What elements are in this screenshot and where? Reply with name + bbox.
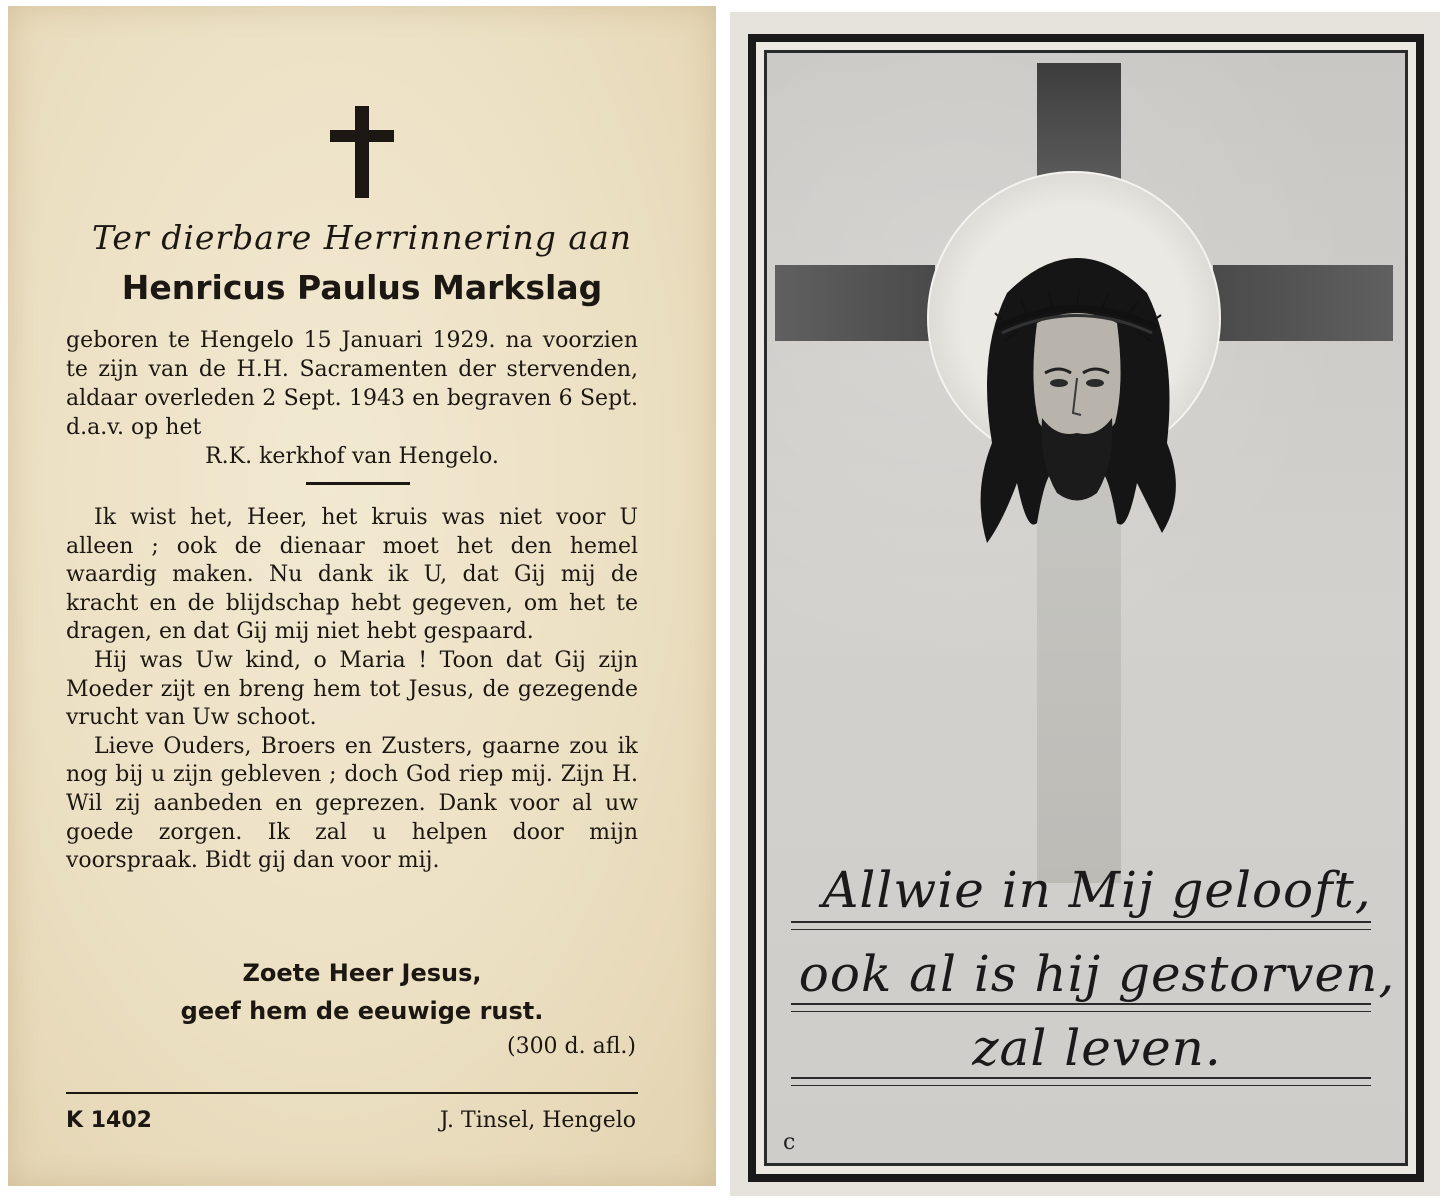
closing-prayer [8, 954, 716, 1030]
scroll-underline [791, 1003, 1371, 1012]
printer-credit: J. Tinsel, Hengelo [439, 1108, 636, 1133]
deceased-name: Henricus Paulus Markslag [121, 268, 603, 307]
prayer-paragraph: Lieve Ouders, Broers en Zusters, gaarne zou ik nog bij u zijn gebleven ; doch God riep mij. Zijn H. Wil zij aanbeden en geprezen. Dank voor al uw goede zorgen. Ik zal u helpen door mijn voorspraak. Bidt gij dan voor mij. [66, 733, 638, 874]
verse-line-1: Allwie in Mij gelooft, [822, 861, 1372, 919]
closing-line-2: geef hem de eeuwige rust. [180, 997, 544, 1025]
memorial-card-image-side [730, 12, 1440, 1196]
memorial-heading: Ter dierbare Herrinnering aan [91, 218, 633, 257]
biography-last-line: R.K. kerkhof van Hengelo. [205, 444, 499, 469]
memorial-card-text-side [8, 6, 716, 1186]
prayer-paragraph: Hij was Uw kind, o Maria ! Toon dat Gij zijn Moeder zijt en breng hem tot Jesus, de gezegende vrucht van Uw schoot. [66, 647, 638, 731]
scroll-underline [791, 921, 1371, 930]
scroll-underline [791, 1077, 1371, 1086]
biography-text [66, 326, 638, 471]
divider-short [306, 482, 410, 485]
verse-line-2: ook al is hij gestorven, [798, 945, 1396, 1003]
cross-icon [330, 106, 394, 198]
prayer-paragraph: Ik wist het, Heer, het kruis was niet voor U alleen ; ook de dienaar moet het den hemel waardig maken. Nu dank ik U, dat Gij mij de kracht en de blijdschap hebt gegeven, om het te dragen, en dat Gij mij niet hebt gespaard. [66, 505, 638, 645]
verse-line-3: zal leven. [972, 1019, 1222, 1077]
christ-head-illustration [947, 233, 1207, 553]
biography-body: geboren te Hengelo 15 Januari 1929. na voorzien te zijn van de H.H. Sacramenten der stervenden, aldaar overleden 2 Sept. 1943 en begraven 6 Sept. d.a.v. op het [66, 328, 638, 440]
artist-mark: c [783, 1130, 796, 1155]
divider-long [66, 1092, 638, 1094]
closing-line-1: Zoete Heer Jesus, [242, 959, 482, 987]
prayer-text [66, 504, 638, 876]
indulgence-note: (300 d. afl.) [506, 1034, 636, 1059]
black-border-frame [748, 34, 1424, 1182]
devotional-image [764, 50, 1408, 1166]
print-code: K 1402 [66, 1108, 152, 1133]
